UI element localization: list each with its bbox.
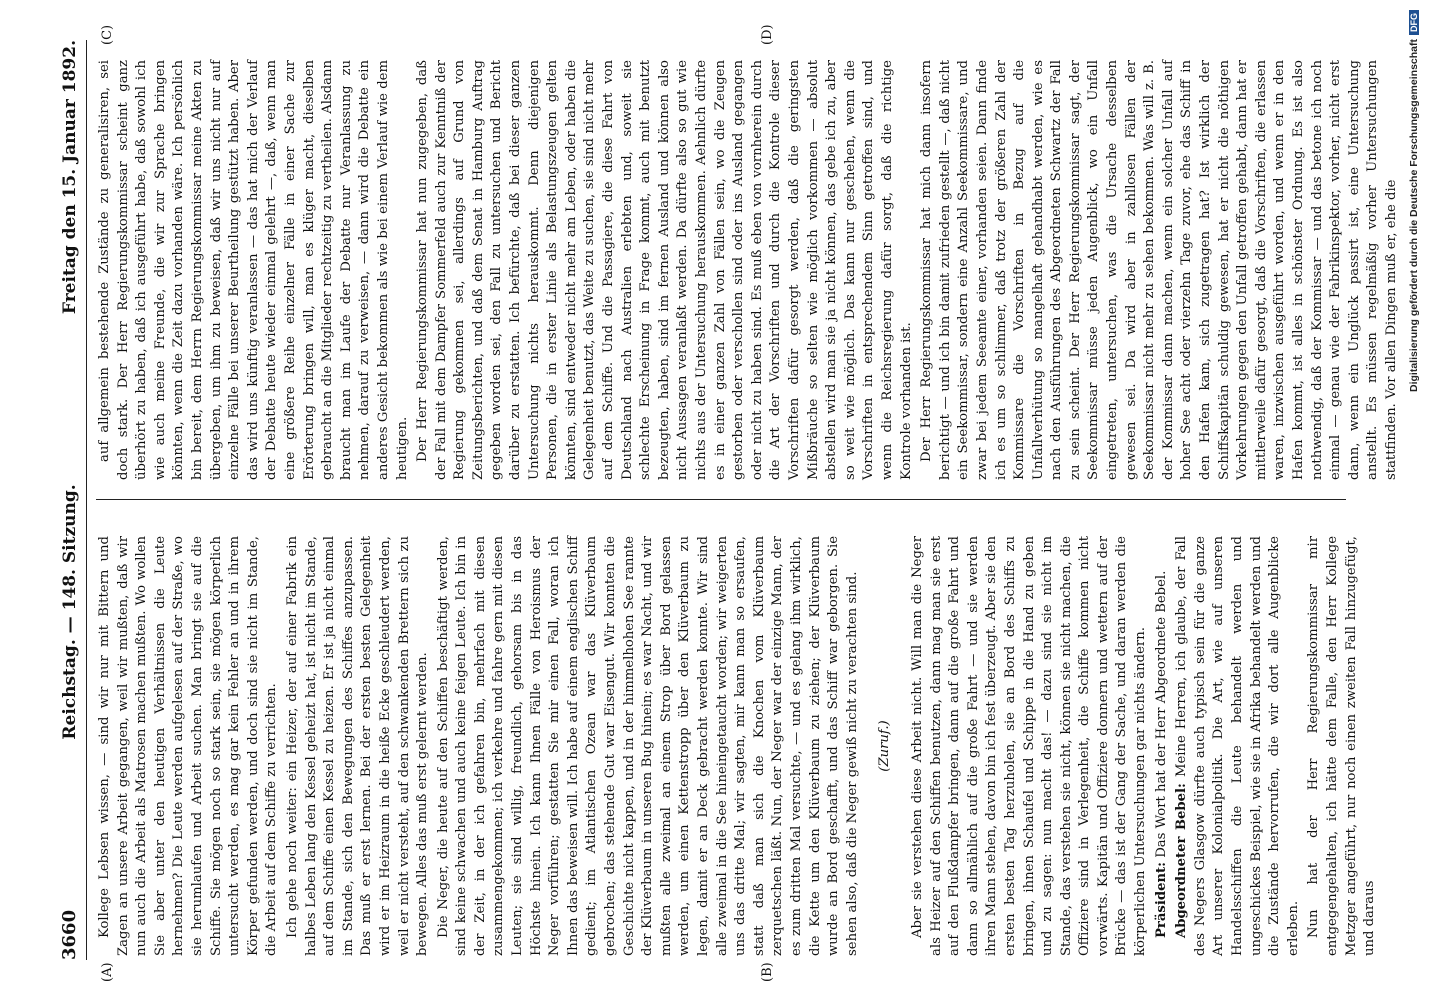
margin-marker-c: (C) <box>100 24 115 45</box>
column-divider <box>96 499 1346 500</box>
paragraph: Der Herr Regierungskommissar hat nun zugegeben, daß der Fall mit dem Dampfer Sommerfeld auch zur Kenntniß der Regierung gekommen sei, allerdings auf Grund von Zeitungsberichten, und daß dem Senat in Hamburg Auftrag gegeben worden sei, den Fall zu untersuchen und Bericht darüber zu erstatten. Ich befürchte, daß bei dieser ganzen Untersuchung nichts herauskommt. Denn diejenigen Personen, die in erster Linie als Belastungszeugen gelten könnten, sind entweder nicht mehr am Leben, oder haben die Gelegenheit benutzt, das Weite zu suchen, sie sind nicht mehr auf dem Schiffe. Und die Passagiere, die diese Fahrt von Deutschland nach Australien erlebten und, soweit sie schlechte Erscheinung in Frage kommt, auch mit benutzt bezeugten, haben, sind im fernen Ausland und können also nicht Aussagen veranlaßt werden. Da dürfte also so gut wie nichts aus der Untersuchung herauskommen. Aehnlich dürfte es in einer ganzen Zahl von Fällen sein, wo die Zeugen gestorben oder verschollen sind oder ins Ausland gegangen oder nicht zu haben sind. Es muß eben von vornherein durch die Art der Vorschriften und durch die Kontrole dieser Vorschriften dafür gesorgt werden, daß die geringsten Mißbräuche so selten wie möglich vorkommen — absolut abstellen wird man sie ja nicht können, das gebe ich zu, aber so weit wie möglich. Das kann nur geschehen, wenn die Vorschriften in entsprechendem Sinn getroffen sind, und wenn die Reichsregierung dafür sorgt, daß die richtige Kontrole vorhanden ist. <box>415 60 914 480</box>
page-header <box>40 40 80 960</box>
dfg-logo: DFG <box>1409 10 1419 35</box>
president-statement <box>1153 536 1172 956</box>
page-number: 3660 <box>59 909 80 960</box>
speech-text: Das Wort hat der Herr Abgeordnete Bebel. <box>1153 570 1169 858</box>
paragraph: Ich gehe noch weiter: ein Heizer, der auf einer Fabrik ein halbes Leben lang den Kessel geheizt hat, ist nicht im Stande, auf dem Schiffe einen Kessel zu heizen. Er ist ja nicht einmal im Stande, sich den Bewegungen des Schiffes anzupassen. Das muß er erst lernen. Bei der ersten besten Gelegenheit wird er im Heizraum in die heiße Ecke geschleudert werden, weil er nicht versteht, auf den schwankenden Brettern sich zu bewegen. Alles das muß erst gelernt werden. <box>284 536 431 956</box>
speaker-label: Abgeordneter Bebel: <box>1174 783 1190 938</box>
speaker-label: Präsident: <box>1153 861 1169 938</box>
header-rule <box>86 40 87 960</box>
left-column <box>96 536 1378 956</box>
interjection: (Zuruf.) <box>877 720 893 772</box>
margin-marker-d: (D) <box>760 24 775 45</box>
paragraph: Kollege Lebsen wissen, — sind wir nur mit Bittern und Zagen an unsere Arbeit gegangen, weil wir mußten, daß wir nun auch die Arbeit als Matrosen machen mußten. Wo wollen Sie aber unter den heutigen Verhältnissen die Leute hernehmen? Die Leute werden aufgelesen auf der Straße, wo sie herumlaufen und Arbeit suchen. Man bringt sie auf die Schiffe. Sie mögen noch so stark sein, sie mögen körperlich untersucht werden, es mag gar kein Fehler an und in ihrem Körper gefunden werden, und doch sind sie nicht im Stande, die Arbeit auf dem Schiffe zu verrichten. <box>97 536 280 956</box>
header-right-title: Freitag den 15. Januar 1892. <box>60 40 80 315</box>
header-left-title: Reichstag. — 148. Sitzung. <box>60 484 80 740</box>
paragraph: Die Neger, die heute auf den Schiffen beschäftigt werden, sind keine schwachen und auch keine feigen Leute. Ich bin in der Zeit, in der ich gefahren bin, mehrfach mit diesen zusammengekommen; ich verkehre und fahre gern mit diesen Leuten; sie sind willig, freundlich, gehorsam bis in das Höchste hinein. Ich kann Ihnen Fälle von Heroismus der Neger vorführen; gestatten Sie mir einen Fall, woran ich Ihnen das beweisen will. Ich habe auf einem englischen Schiff gedient; im Atlantischen Ozean war das Klüverbaum gebrochen; das stehende Gut war Eisengut. Wir konnten die Geschichte nicht kappen, und in der himmelhohen See rannte der Klüverbaum in unseren Bug hinein; es war Nacht, und wir mußten alle zweimal an einem Strop über Bord gelassen werden, um einen Kettenstropp über den Klüverbaum zu legen, damit er an Deck gebracht werden konnte. Wir sind alle zweimal in die See hineingetaucht worden; wir weigerten uns das dritte Mal; wir sagten, mir kann man so ersaufen, statt daß man sich die Knochen vom Klüverbaum zerquetschen läßt. Nun, der Neger war der einzige Mann, der es zum dritten Mal versuchte, — und es gelang ihm wirklich, die Kette um den Klüverbaum zu ziehen; der Klüverbaum wurde an Bord geschafft, und das Schiff war geborgen. Sie sehen also, daß die Neger gewiß nicht zu verachten sind. <box>435 536 860 956</box>
speech-text: Meine Herren, ich glaube, der Fall des Negers Glasgow dürfte auch typisch sein für die ganze Art unserer Kolonialpolitik. Die Art, wie auf unseren Handelsschiffen die Leute behandelt werden und ungeschickes Beispiel, wie sie in Afrika behandelt werden und die Zustände hervorrufen, die wir dort alle Augenblicke erleben. <box>1174 536 1301 956</box>
right-column <box>96 60 1399 480</box>
paragraph: Der Herr Regierungskommissar hat mich dann insofern berichtigt — und ich bin damit zufrieden gestellt —, daß nicht ein Seekommissar, sondern eine Anzahl Seekommissare, und zwar bei jedem Seeamte einer, vorhanden seien. Dann finde ich es um so schlimmer, daß trotz der größeren Zahl der Kommissare die Vorschriften in Bezug auf die Unfallverhütung so mangelhaft gehandhabt werden, wie es nach den Ausführungen des Abgeordneten Schwartz der Fall zu sein scheint. Der Herr Regierungskommissar sagt, der Seekommissar müsse jeden Augenblick, wo ein Unfall eingetreten, untersuchen, was die Ursache desselben gewesen sei. Da wird aber in zahllosen Fällen der Seekommissar nicht mehr zu sehen bekommen. Was will z. B. der Kommissar dann machen, wenn ein solcher Unfall auf hoher See acht oder vierzehn Tage zuvor, ehe das Schiff in den Hafen kam, sich zugetragen hat? Ist wirklich der Schiffskapitän schuldig gewesen, hat er nicht die nöthigen Vorkehrungen gegen den Unfall getroffen gehabt, dann hat er mittlerweile dafür gesorgt, daß die Vorschriften, die erlassen waren, inzwischen ausgeführt worden, und wenn er in den Hafen kommt, ist alles in schönster Ordnung. Es ist also nothwendig, daß der Kommissar — und das betone ich noch einmal — genau wie der Fabrikinspektor, vorher, nicht erst dann, wenn ein Unglück passirt ist, eine Untersuchung anstellt. Es müssen regelmäßig vorher Untersuchungen stattfinden. Vor allen Dingen muß er, ehe die <box>919 60 1399 480</box>
paragraph: Aber sie verstehen diese Arbeit nicht. Will man die Neger als Heizer auf den Schiffen benutzen, dann mag man sie erst auf den Flußdampfer bringen, dann auf die große Fahrt und dann so allmählich auf die große Fahrt — und sie werden ihren Mann stehen, davon bin ich fest überzeugt. Aber sie den ersten besten Tag herzuholen, sie an Bord des Schiffs zu bringen, ihnen Schaufel und Schippe in die Hand zu geben und zu sagen: nun macht das! — dazu sind sie nicht im Stande, das verstehen sie nicht, können sie nicht machen, die Offiziere sind in Verlegenheit, die Schiffe kommen nicht vorwärts. Kapitän und Offiziere donnern und wettern auf der Brücke — das ist der Gang der Sache, und daran werden die körperlichen Untersuchungen gar nichts ändern. <box>909 536 1149 956</box>
bebel-statement <box>1173 536 1303 956</box>
paragraph: auf allgemein bestehende Zustände zu generalisiren, sei doch stark. Der Herr Regierungskommissar scheint ganz überhört zu haben, daß ich ausgeführt habe, daß sowohl ich wie auch meine Freunde, die wir zur Sprache bringen könnten, wenn die Zeit dazu vorhanden wäre. Ich persönlich bin bereit, dem Herrn Regierungskommissar meine Akten zu übergeben, um ihm zu beweisen, daß wir uns nicht nur auf einzelne Fälle bei unserer Beurtheilung gestützt haben. Aber das wird uns künftig veranlassen — das hat mich der Verlauf der Debatte heute wieder einmal gelehrt —, daß, wenn man eine größere Reihe einzelner Fälle in einer Sache zur Erörterung bringen will, man es klüger macht, dieselben gebraucht an die Mitglieder rechtzeitig zu vertheilen. Alsdann braucht man im Laufe der Debatte nur Veranlassung zu nehmen, darauf zu verweisen, — dann wird die Debatte ein anderes Gesicht bekommen als wie bei einem Verlauf wie dem heutigen. <box>97 60 410 480</box>
credit-text: Digitalisierung gefördert durch die Deutsche Forschungsgemeinschaft <box>1408 39 1420 392</box>
margin-marker-b: (B) <box>760 962 775 982</box>
paragraph: Nun hat der Herr Regierungskommissar mir entgegengehalten, ich hätte dem Falle, den Herr Kollege Metzger angeführt, nur noch einen zweiten Fall hinzugefügt, und daraus <box>1306 536 1378 956</box>
margin-marker-a: (A) <box>100 962 115 982</box>
digitization-credit <box>1408 10 1426 990</box>
